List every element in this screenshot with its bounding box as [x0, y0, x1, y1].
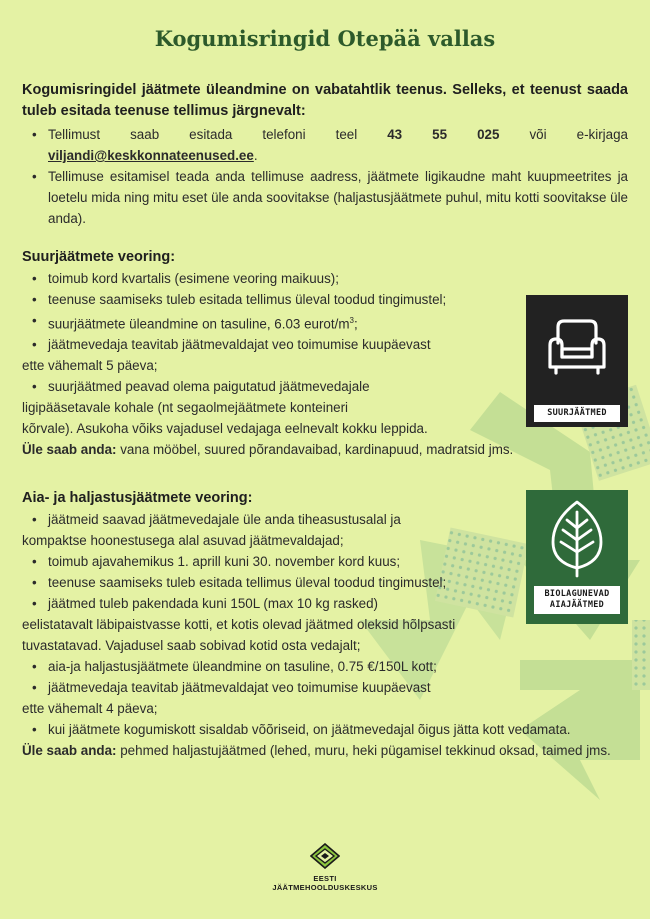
- bulky-item: • teenuse saamiseks tuleb esitada tellimus üleval toodud tingimustel;: [22, 289, 513, 310]
- bulky-item-continuation: ligipääsetavale kohale (nt segaolmejäätmete konteineri: [22, 400, 349, 416]
- garden-item-continuation: ette vähemalt 4 päeva;: [22, 701, 158, 716]
- order-email-link[interactable]: viljandi@keskkonnateenused.ee: [48, 148, 254, 163]
- garden-item: • jäätmeid saavad jäätmevedajale üle anda tiheasustusalal ja: [22, 509, 628, 530]
- garden-item-continuation: kompaktse hoonestusega alal asuvad jäätmevaldajad;: [22, 533, 344, 548]
- garden-waste-sign: [526, 490, 628, 624]
- logo-line-2: JÄÄTMEHOOLDUSKESKUS: [272, 883, 378, 892]
- garden-item: • jäätmevedaja teavitab jäätmevaldajat veo toimumise kuupäevast: [22, 677, 628, 698]
- order-phone-text: Tellimust saab esitada telefoni teel: [48, 127, 358, 142]
- order-email-text: või e-kirjaga: [529, 127, 628, 142]
- order-list: [22, 124, 628, 229]
- bulky-item-continuation: kõrvale). Asukoha võiks vajadusel vedajaga eelnevalt kokku leppida.: [22, 421, 428, 437]
- order-item-details: • Tellimuse esitamisel teada anda tellimuse aadress, jäätmete ligikaudne maht kuupmeetrites ja loetelu mida ning mitu eset üle anda soovitakse (haljastusjäätmete puhul, mitu kotti soovitakse üle anda).: [22, 166, 628, 229]
- bulky-waste-sign: [526, 295, 628, 427]
- logo-line-1: EESTI: [313, 874, 337, 883]
- garden-item: • teenuse saamiseks tuleb esitada tellimus üleval toodud tingimustel;: [22, 572, 628, 593]
- garden-item: • jäätmed tuleb pakendada kuni 150L (max 10 kg rasked): [22, 593, 628, 614]
- eesti-jaatmehoolduskeskus-logo: [260, 843, 390, 892]
- bulky-section: [22, 247, 513, 460]
- garden-accepted: Üle saab anda: pehmed haljastujäätmed (lehed, muru, heki pügamisel tekkinud oksad, taimed jms.: [22, 743, 611, 758]
- garden-item: • aia-ja haljastusjäätmete üleandmine on tasuline, 0.75 €/150L kott;: [22, 656, 628, 677]
- armchair-icon: [542, 313, 612, 383]
- garden-item: • toimub ajavahemikus 1. aprill kuni 30. november kord kuus;: [22, 551, 628, 572]
- bulky-item: • suurjäätmete üleandmine on tasuline, 6.03 eurot/$m^3$;: [22, 310, 513, 334]
- bulky-item: • jäätmevedaja teavitab jäätmevaldajat veo toimumise kuupäevast: [22, 334, 513, 355]
- garden-item-continuation: eelistatavalt läbipaistvasse kotti, et kotis olevad jäätmed oleksid hõlpsasti: [22, 617, 456, 632]
- order-phone-number: 43 55 025: [387, 127, 500, 142]
- order-item-contact: • Tellimust saab esitada telefoni teel 43 55 025 või e-kirjaga viljandi@keskkonnateenused.ee.: [22, 124, 628, 166]
- garden-item-continuation: tuvastatavad. Vajadusel saab sobivad kotid osta vedajalt;: [22, 638, 361, 653]
- bulky-accepted: Üle saab anda: vana mööbel, suured põrandavaibad, kardinapuud, madratsid jms.: [22, 442, 514, 458]
- garden-heading: Aia- ja haljastusjäätmete veoring:: [22, 490, 253, 506]
- order-instructions: [22, 124, 628, 229]
- bulky-sign-label: SUURJÄÄTMED: [534, 405, 620, 422]
- bulky-item-continuation: ette vähemalt 5 päeva;: [22, 358, 158, 374]
- page-title: Kogumisringid Otepää vallas: [154, 26, 496, 51]
- intro-paragraph: Kogumisringidel jäätmete üleandmine on vabatahtlik teenus. Selleks, et teenust saada tuleb esitada teenuse tellimus järgnevalt:: [22, 82, 628, 119]
- bulky-item: • suurjäätmed peavad olema paigutatud jäätmevedajale: [22, 376, 513, 397]
- leaf-icon: [539, 498, 615, 578]
- garden-item: • kui jäätmete kogumiskott sisaldab võõriseid, on jäätmevedajal õigus jätta kott vedamata.: [22, 719, 628, 740]
- garden-sign-label: BIOLAGUNEVAD AIAJÄÄTMED: [534, 586, 620, 614]
- bulky-heading: Suurjäätmete veoring:: [22, 249, 176, 265]
- diamond-logo-icon: [310, 843, 340, 869]
- bulky-item: • toimub kord kvartalis (esimene veoring maikuus);: [22, 268, 513, 289]
